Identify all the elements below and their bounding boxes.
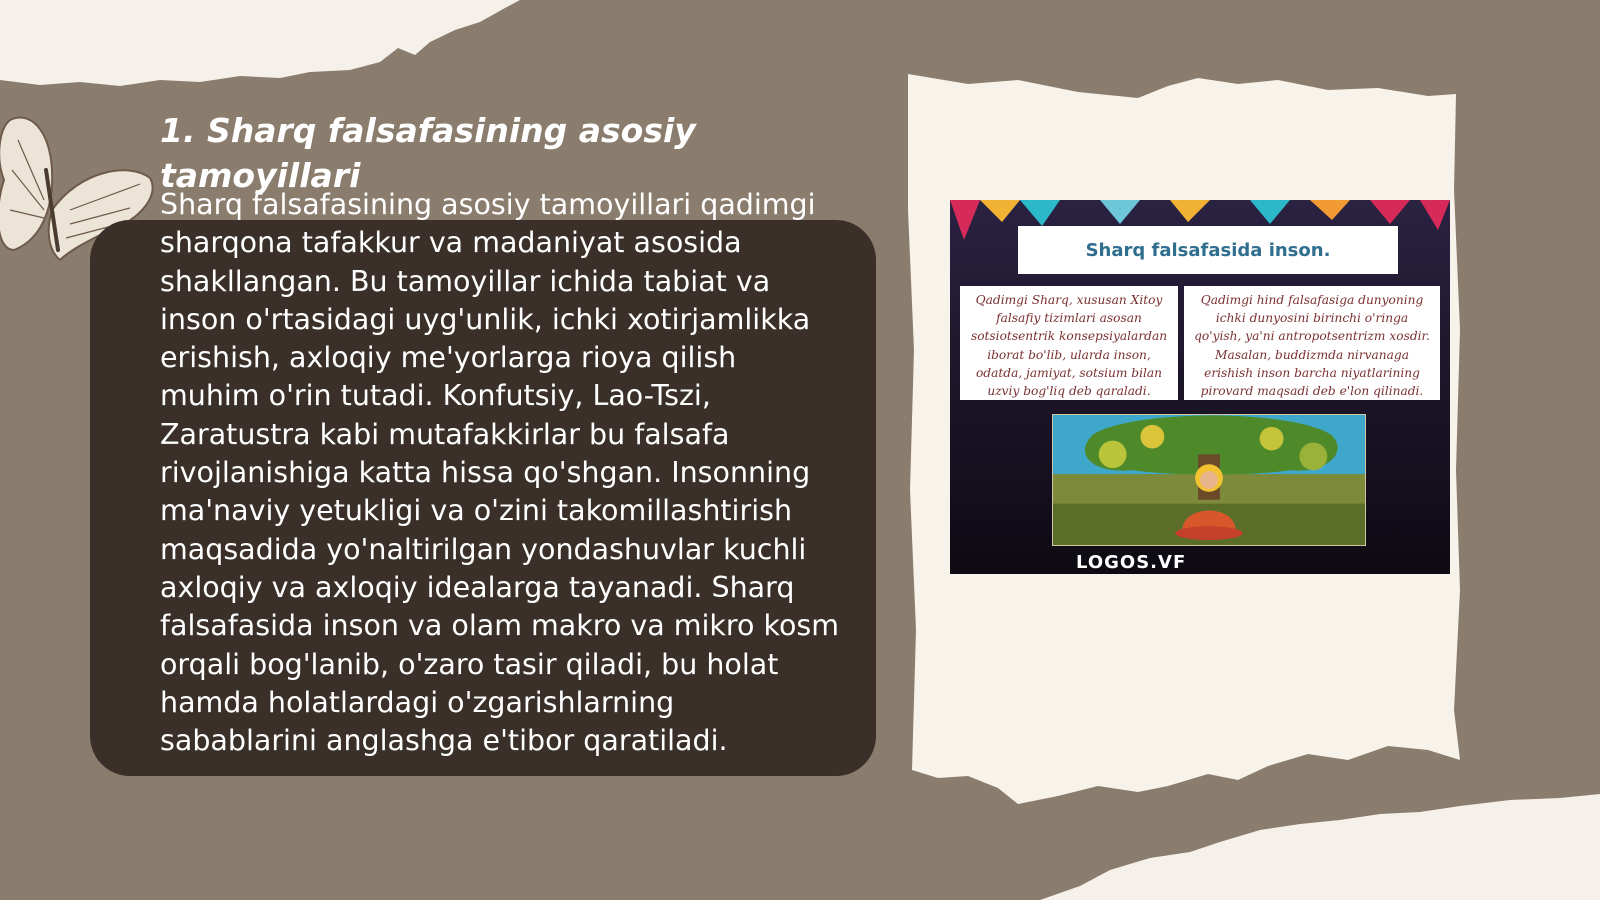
image-title: Sharq falsafasida inson. (1018, 226, 1398, 274)
slide-body-text: Sharq falsafasining asosiy tamoyillari qadimgi sharqona tafakkur va madaniyat asosida shakllangan. Bu tamoyillar ichida tabiat va inson o'rtasidagi uyg'unlik, ichki xotirjamlikka erishish, axloqiy me'yorlarga rioya qilish muhim o'rin tutadi. Konfutsiy, Lao-Tszi, Zaratustra kabi mutafakkirlar bu falsafa rivojlanishiga katta hissa qo'shgan. Insonning ma'naviy yetukligi va o'zini takomillashtirish maqsadida yo'naltirilgan yondashuvlar kuchli axloqiy va axloqiy idealarga tayanadi. Sharq falsafasida inson va olam makro va mikro kosm orqali bog'lanib, o'zaro tasir qiladi, bu holat hamda holatlardagi o'zgarishlarning sabablarini anglashga e'tibor qaratiladi. (160, 188, 840, 758)
image-bottom-text: LOGOS.VF (1076, 552, 1187, 573)
torn-paper-top-left (0, 0, 520, 90)
image-caption-left: Qadimgi Sharq, xususan Xitoy falsafiy tizimlari asosan sotsiotsentrik konsepsiyalardan iborat bo'lib, ularda inson, odatda, jamiyat, sotsium bilan uzviy bog'liq deb qaraladi. (960, 286, 1178, 400)
slide-title: 1. Sharq falsafasining asosiy tamoyillari (160, 111, 696, 195)
embedded-slide-image (950, 200, 1450, 574)
image-caption-right: Qadimgi hind falsafasiga dunyoning ichki dunyosini birinchi o'ringa qo'yish, ya'ni antropotsentrizm xosdir. Masalan, buddizmda nirvanaga erishish inson barcha niyatlarining pirovard maqsadi deb e'lon qilinadi. (1184, 286, 1440, 400)
buddha-painting (1052, 414, 1366, 546)
